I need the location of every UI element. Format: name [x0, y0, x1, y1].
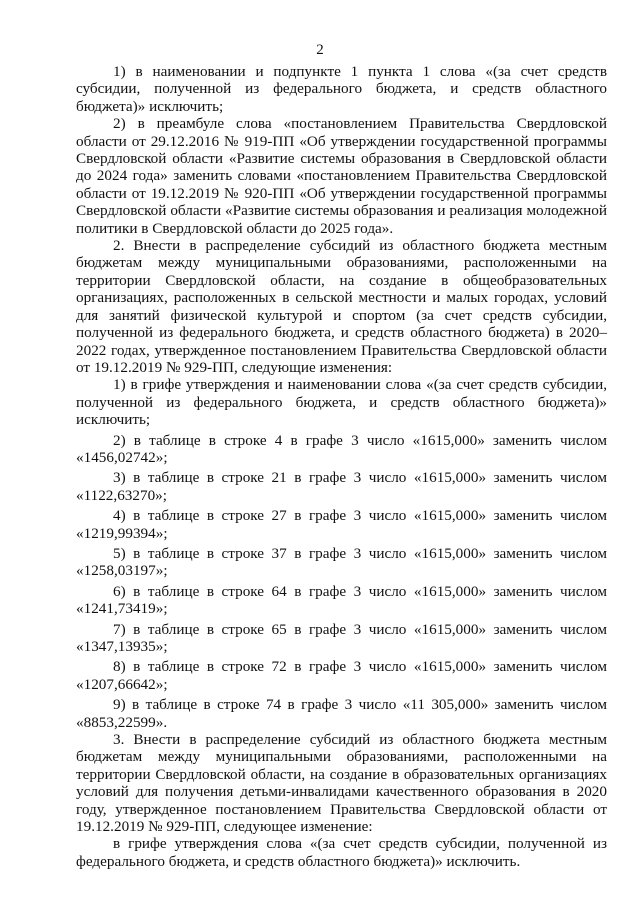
page-number: 2	[316, 42, 324, 58]
paragraph: 3. Внести в распределение субсидий из областного бюджета местным бюджетам между муниципальными образованиями, расположенными на территории Свердловской области, на создание в образовательных организациях условий для получения детьми-инвалидами качественного образования в 2020 году, утвержденное постановлением Правительства Свердловской области от 19.12.2019 № 929-ПП, следующее изменение:	[76, 731, 607, 836]
list-item: 4) в таблице в строке 27 в графе 3 число «1615,000» заменить числом «1219,99394»;	[76, 507, 607, 542]
list-item: 9) в таблице в строке 74 в графе 3 число «11 305,000» заменить числом «8853,22599».	[76, 696, 607, 731]
list-item: 5) в таблице в строке 37 в графе 3 число «1615,000» заменить числом «1258,03197»;	[76, 544, 607, 580]
document-body	[76, 63, 607, 870]
list-item: 7) в таблице в строке 65 в графе 3 число «1615,000» заменить числом «1347,13935»;	[76, 620, 607, 655]
paragraph: 1) в грифе утверждения и наименовании слова «(за счет средств субсидии, полученной из федерального бюджета, и средств областного бюджета)» исключить;	[76, 376, 607, 429]
list-item: 6) в таблице в строке 64 в графе 3 число «1615,000» заменить числом «1241,73419»;	[76, 582, 607, 618]
list-item: 8) в таблице в строке 72 в графе 3 число «1615,000» заменить числом «1207,66642»;	[76, 658, 607, 693]
paragraph: 2) в преамбуле слова «постановлением Правительства Свердловской области от 29.12.2016 № 919-ПП «Об утверждении государственной программы Свердловской области «Развитие системы образования в Свердловской области до 2024 года» заменить словами «постановлением Правительства Свердловской области от 19.12.2019 № 920-ПП «Об утверждении государственной программы Свердловской области «Развитие системы образования и реализация молодежной политики в Свердловской области до 2025 года».	[76, 115, 607, 237]
paragraph: в грифе утверждения слова «(за счет средств субсидии, полученной из федерального бюджета, и средств областного бюджета)» исключить.	[76, 835, 607, 870]
list-item: 3) в таблице в строке 21 в графе 3 число «1615,000» заменить числом «1122,63270»;	[76, 469, 607, 504]
paragraph: 2. Внести в распределение субсидий из областного бюджета местным бюджетам между муниципальными образованиями, расположенными на территории Свердловской области, на создание в общеобразовательных организациях, расположенных в сельской местности и малых городах, условий для занятий физической культурой и спортом (за счет средств субсидии, полученной из федерального бюджета, и средств областного бюджета) в 2020–2022 годах, утвержденное постановлением Правительства Свердловской области от 19.12.2019 № 929-ПП, следующие изменения:	[76, 237, 607, 376]
paragraph: 1) в наименовании и подпункте 1 пункта 1 слова «(за счет средств субсидии, полученной из федерального бюджета, и средств областного бюджета)» исключить;	[76, 63, 607, 115]
list-item: 2) в таблице в строке 4 в графе 3 число «1615,000» заменить числом «1456,02742»;	[76, 431, 607, 466]
